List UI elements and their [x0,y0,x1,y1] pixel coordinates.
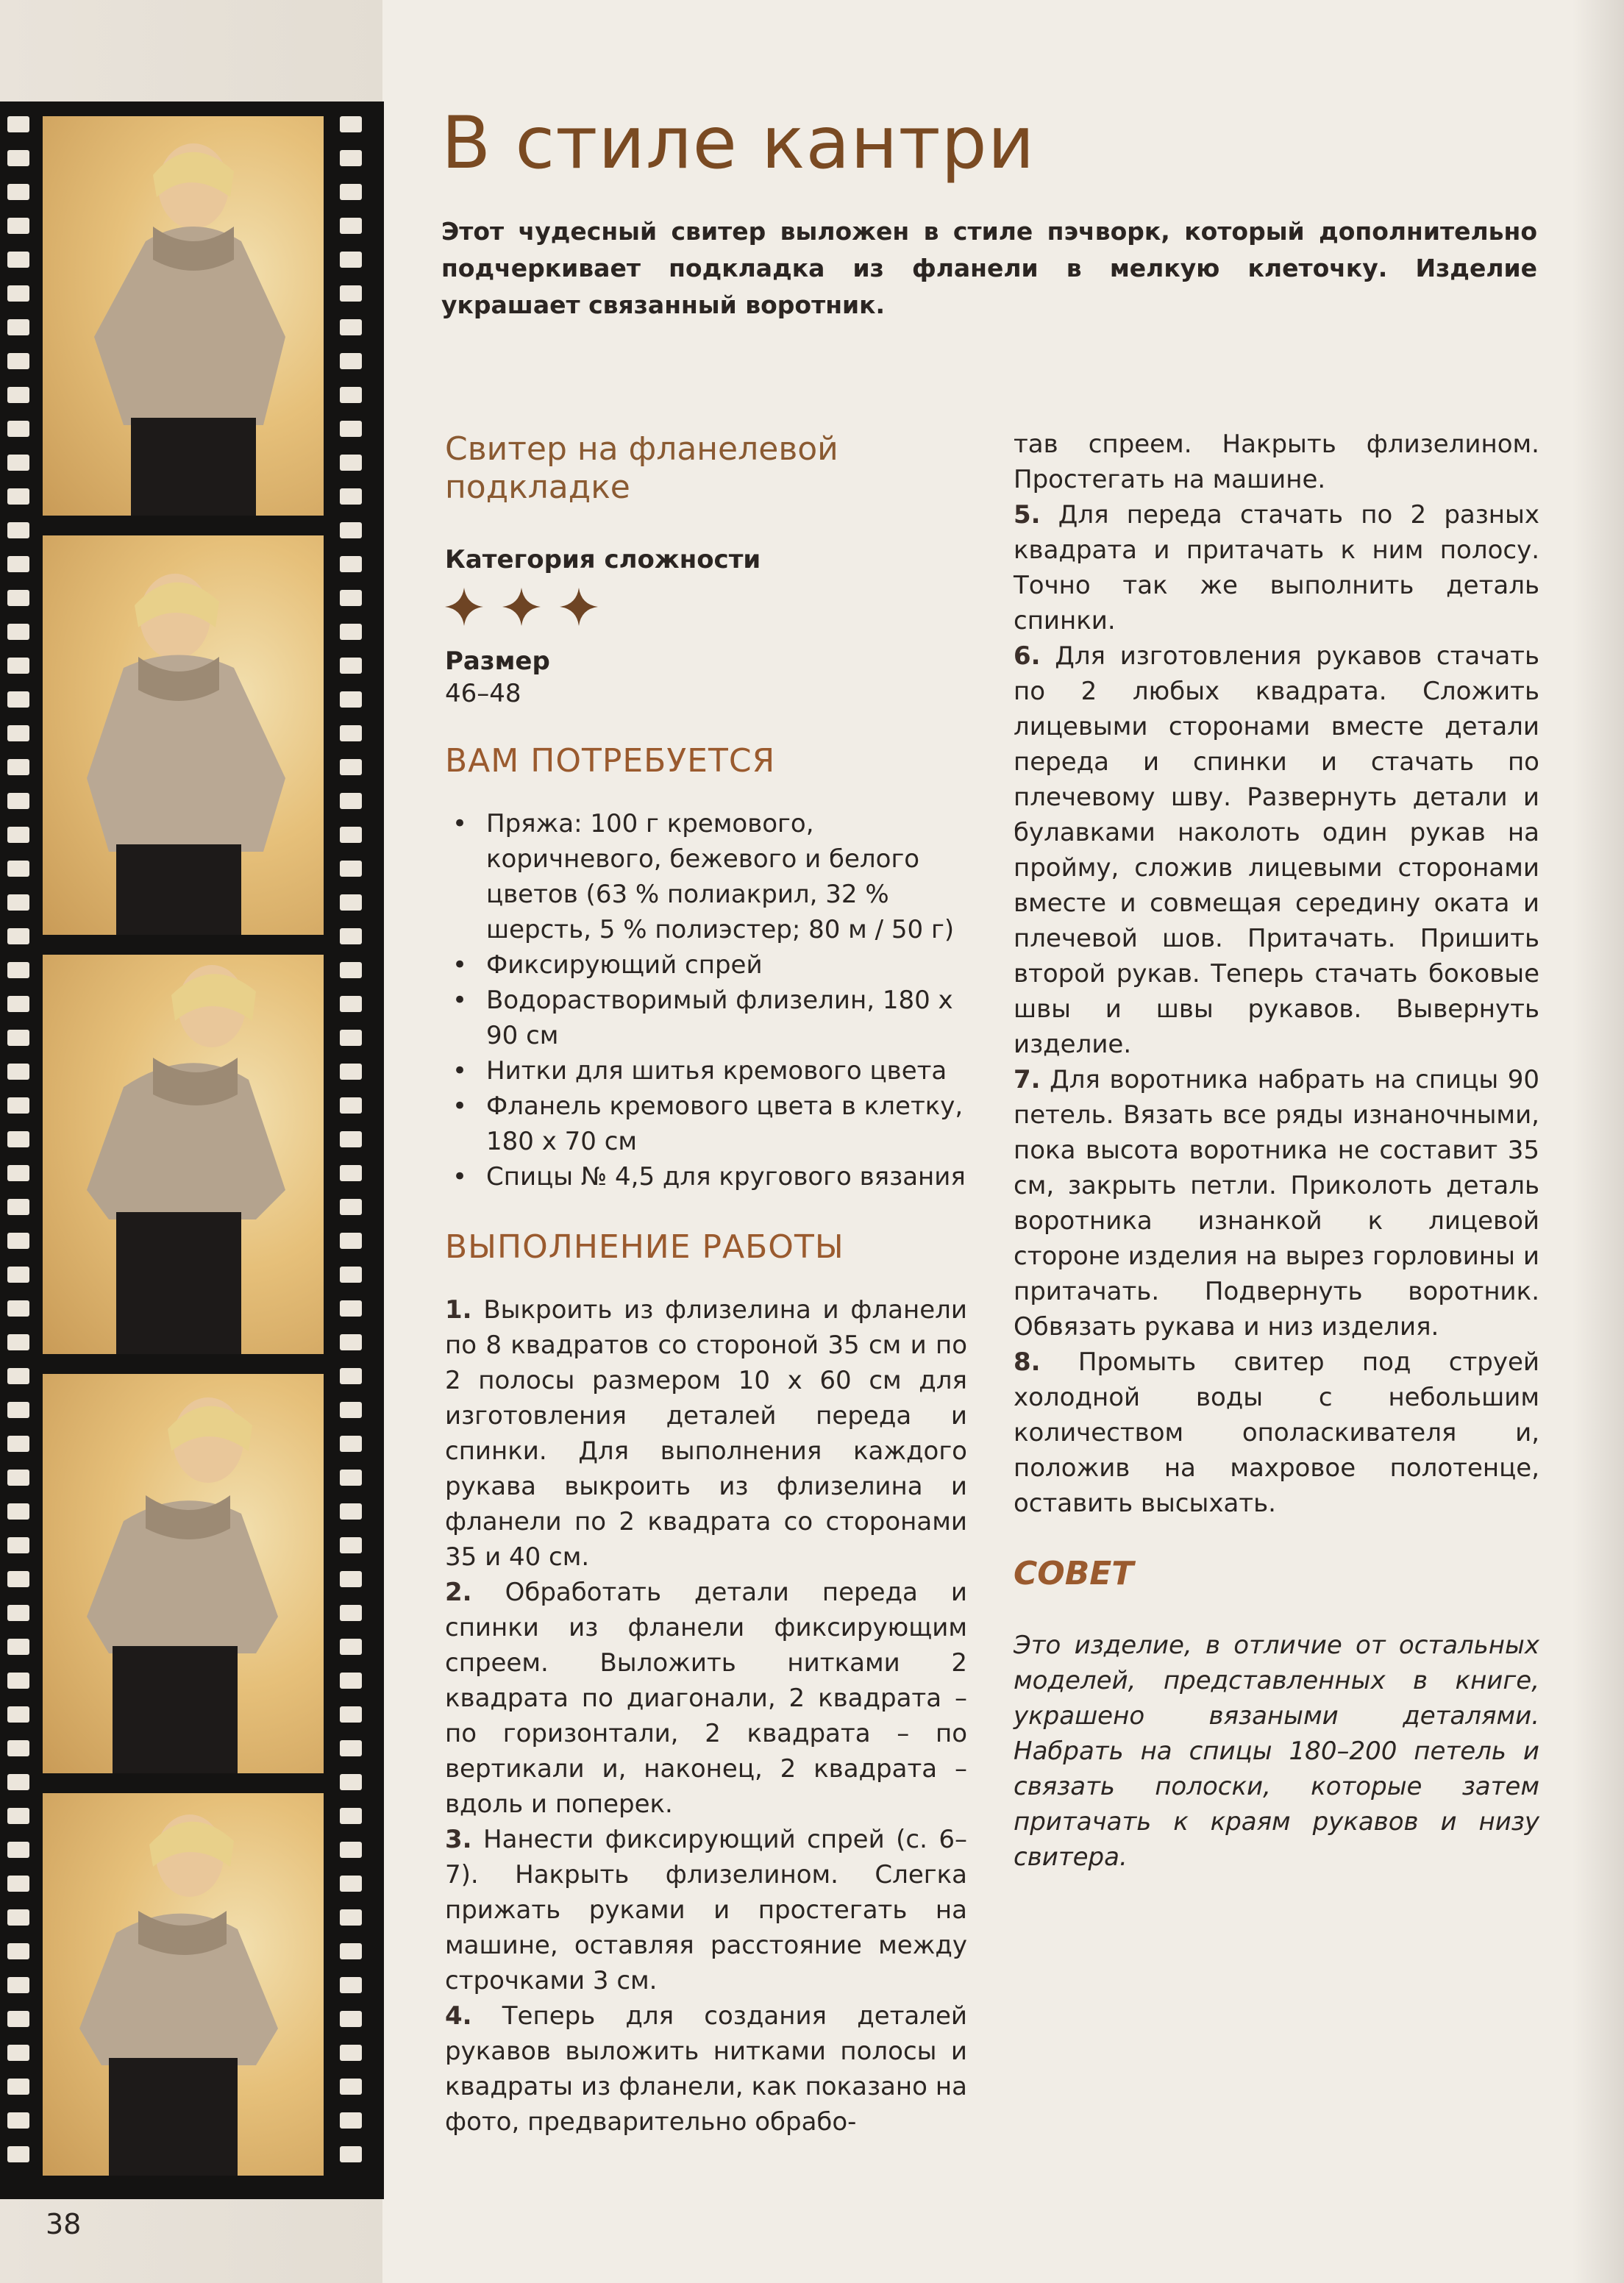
right-text-column [1014,427,1539,1875]
material-item: • Нитки для шитья кремового цвета [445,1053,967,1089]
tip-text: Это изделие, в отличие от остальных моделей, представленных в книге, украшено вязаными деталями. Набрать на спицы 180–200 петель и связать полоски, которые затем притачать к краям рукавов и низу свитера. [1014,1631,1539,1872]
model-photo-2 [43,535,324,935]
sprocket-hole [7,1165,29,1181]
model-photo-5 [43,1793,324,2176]
sprocket-hole [7,116,29,132]
left-text-column [445,430,967,2140]
sprocket-hole [7,1199,29,1215]
step-number: 7. [1014,1065,1041,1094]
sprocket-hole [340,1571,362,1587]
step-text: Для изготовления рукавов стачать по 2 любых квадрата. Сложить лицевыми сторонами вместе детали переда и спинки и стачать по плечевому шву. Развернуть детали и булавками наколоть один рукав на пройму, сложив лицевыми сторонами вместе и совмещая середину оката и плечевой шов. Притачать. Пришить второй рукав. Теперь стачать боковые швы и швы рукавов. Вывернуть изделие. [1014,641,1540,1059]
sprocket-hole [7,725,29,741]
sprocket-hole [7,928,29,944]
sprocket-hole [7,218,29,234]
sprocket-hole [7,1064,29,1080]
sprocket-hole [7,1909,29,1926]
project-subtitle [445,430,967,507]
sprocket-hole [340,1097,362,1114]
sprocket-hole [7,1470,29,1486]
sprocket-hole [340,658,362,674]
sprocket-hole [7,1673,29,1689]
sprocket-hole [7,1842,29,1858]
page-title: В стиле кантри [441,101,1036,185]
sprocket-hole [340,1368,362,1384]
sprocket-hole [340,1436,362,1452]
sprocket-hole [340,2011,362,2027]
sprocket-hole [7,793,29,809]
sprocket-hole [7,1943,29,1959]
sprocket-hole [7,2112,29,2129]
material-item: • Водорастворимый флизелин, 180 x 90 см [445,983,967,1053]
sprocket-hole [7,1300,29,1317]
sprocket-hole [340,759,362,775]
project-subtitle-line2: подкладке [445,469,630,506]
sprocket-hole [340,1808,362,1824]
sprocket-hole [7,1131,29,1147]
sprocket-hole [340,556,362,572]
instruction-step [1014,497,1539,638]
sprocket-hole [340,252,362,268]
sprocket-hole [340,590,362,606]
sprocket-hole [340,827,362,843]
sprocket-hole [340,894,362,911]
instruction-step [1014,1344,1539,1521]
material-item: • Фиксирующий спрей [445,947,967,983]
difficulty-star-icon [502,588,541,626]
sprocket-hole [7,319,29,335]
photo-frame-2 [43,535,324,935]
step-text: Нанести фиксирующий спрей (с. 6–7). Накрыть флизелином. Слегка прижать руками и простегать на машине, оставляя расстояние между строчками 3 см. [445,1825,967,1995]
instruction-step [1014,638,1539,1062]
model-photo-4 [43,1374,324,1773]
instruction-steps-left [445,1292,967,2140]
step-number: 6. [1014,641,1041,671]
step-number: 4. [445,2001,472,2031]
sprocket-hole [7,691,29,708]
step-text: Выкроить из флизелина и фланели по 8 квадратов со стороной 35 см и по 2 полосы размером 10 x 60 см для изготовления деталей переда и спинки. Для выполнения каждого рукава выкроить из флизелина и фланели по 2 квадрата со сторонами 35 и 40 см. [445,1295,967,1572]
step-number: 5. [1014,500,1041,530]
sprocket-hole [340,1909,362,1926]
sprocket-hole [340,2045,362,2061]
sprocket-hole [340,1943,362,1959]
sprocket-hole [7,252,29,268]
step-text: тав спреем. Накрыть флизелином. Простегать на машине. [1014,430,1539,494]
material-item: • Фланель кремового цвета в клетку, 180 x 70 см [445,1089,967,1159]
sprocket-hole [7,658,29,674]
page-number: 38 [46,2208,82,2240]
sprocket-hole [340,1402,362,1418]
step-text: Теперь для создания деталей рукавов выложить нитками полосы и квадраты из фланели, как показано на фото, предварительно обрабо- [445,2001,968,2137]
sprocket-hole [340,1300,362,1317]
materials-list [445,806,967,1194]
photo-frame-3 [43,955,324,1354]
sprocket-hole [340,353,362,369]
sprocket-hole [340,1706,362,1723]
sprocket-hole [340,725,362,741]
instructions-heading: ВЫПОЛНЕНИЕ РАБОТЫ [445,1228,844,1266]
sprocket-hole [340,1774,362,1790]
difficulty-star-icon [560,588,598,626]
step-text: Для воротника набрать на спицы 90 петель. Вязать все ряды изнаночными, пока высота воротника не составит 35 см, закрыть петли. Приколоть деталь воротника изнанкой к лицевой стороне изделия на вырез горловины и притачать. Подвернуть воротник. Обвязать рукава и низ изделия. [1014,1065,1540,1342]
sprocket-hole [340,522,362,538]
size-value: 46–48 [445,679,521,708]
sprocket-hole [7,285,29,302]
intro-paragraph: Этот чудесный свитер выложен в стиле пэчворк, который дополнительно подчеркивает подкладка из фланели в мелкую клеточку. Изделие украшает связанный воротник. [441,217,1537,319]
sprocket-hole [340,1673,362,1689]
sprocket-hole [7,1639,29,1655]
difficulty-label: Категория сложности [445,545,761,574]
sprocket-hole [340,2112,362,2129]
step-text: Промыть свитер под струей холодной воды с небольшим количеством ополаскивателя и, положив на махровое полотенце, оставить высыхать. [1014,1347,1539,1518]
sprocket-hole [340,1605,362,1621]
sprocket-hole [340,488,362,505]
sprocket-hole [340,1977,362,1993]
sprocket-hole [7,759,29,775]
instruction-step-continued [1014,427,1539,497]
sprocket-hole [7,387,29,403]
sprocket-hole [340,793,362,809]
material-item: • Пряжа: 100 г кремового, коричневого, бежевого и белого цветов (63 % полиакрил, 32 % шерсть, 5 % полиэстер; 80 м / 50 г) [445,806,967,947]
sprocket-hole [7,1537,29,1553]
step-number: 3. [445,1825,472,1854]
sprocket-hole [340,1030,362,1046]
instruction-step [445,1575,967,1822]
difficulty-stars [445,588,967,626]
material-item: • Спицы № 4,5 для кругового вязания [445,1159,967,1194]
sprocket-hole [7,150,29,166]
sprocket-hole [340,218,362,234]
photo-frame-1 [43,116,324,516]
sprocket-hole [340,387,362,403]
sprocket-hole [7,1267,29,1283]
sprocket-hole [340,624,362,640]
sprocket-hole [7,1774,29,1790]
sprocket-holes-left [7,116,29,2192]
size-label: Размер [445,647,550,676]
sprocket-hole [7,1740,29,1756]
sprocket-hole [7,556,29,572]
sprocket-hole [340,861,362,877]
sprocket-hole [7,894,29,911]
sprocket-hole [340,1639,362,1655]
step-text: Обработать детали переда и спинки из фланели фиксирующим спреем. Выложить нитками 2 квадрата по диагонали, 2 квадрата – по горизонтали, 2 квадрата – по вертикали и, наконец, 2 квадрата – вдоль и поперек. [445,1578,967,1819]
project-subtitle-line1: Свитер на фланелевой [445,430,838,468]
sprocket-hole [340,1470,362,1486]
sprocket-hole [7,1097,29,1114]
model-photo-3 [43,955,324,1354]
instruction-step [445,1998,967,2140]
sprocket-hole [7,1571,29,1587]
sprocket-hole [7,184,29,200]
sprocket-hole [340,1199,362,1215]
sprocket-hole [340,2146,362,2162]
sprocket-hole [340,1740,362,1756]
sprocket-hole [7,421,29,437]
sprocket-hole [340,184,362,200]
sprocket-hole [7,2011,29,2027]
sprocket-hole [7,455,29,471]
sprocket-hole [340,319,362,335]
sprocket-hole [7,1368,29,1384]
photo-frame-4 [43,1374,324,1773]
sprocket-hole [7,1334,29,1350]
sprocket-hole [340,1131,362,1147]
sprocket-hole [7,2079,29,2095]
sprocket-hole [340,691,362,708]
sprocket-hole [340,1267,362,1283]
sprocket-hole [340,455,362,471]
sprocket-hole [7,1030,29,1046]
sprocket-hole [340,2079,362,2095]
model-photo-1 [43,116,324,516]
sprocket-hole [340,1537,362,1553]
difficulty-star-icon [445,588,483,626]
sprocket-hole [7,1436,29,1452]
sprocket-hole [7,488,29,505]
sprocket-hole [7,353,29,369]
sprocket-hole [7,624,29,640]
step-number: 2. [445,1578,472,1607]
page-edge-shadow [1573,0,1624,2283]
sprocket-hole [340,285,362,302]
sprocket-hole [7,1977,29,1993]
sprocket-hole [7,2146,29,2162]
sprocket-hole [7,996,29,1012]
sprocket-hole [7,1402,29,1418]
sprocket-hole [7,1503,29,1520]
sprocket-hole [340,1334,362,1350]
sprocket-hole [7,1706,29,1723]
sprocket-hole [7,1808,29,1824]
sprocket-hole [7,590,29,606]
sprocket-hole [7,1605,29,1621]
sprocket-hole [7,861,29,877]
sprocket-hole [340,996,362,1012]
step-number: 8. [1014,1347,1041,1377]
tip-heading: СОВЕТ [1014,1555,1134,1592]
sprocket-hole [340,116,362,132]
materials-heading: ВАМ ПОТРЕБУЕТСЯ [445,742,776,780]
sprocket-hole [340,962,362,978]
photo-frame-5 [43,1793,324,2176]
sprocket-hole [7,962,29,978]
sprocket-holes-right [340,116,362,2192]
sprocket-hole [340,1233,362,1249]
sprocket-hole [7,2045,29,2061]
sprocket-hole [7,522,29,538]
sprocket-hole [340,1842,362,1858]
sprocket-hole [340,1064,362,1080]
instruction-step [445,1292,967,1575]
sprocket-hole [7,827,29,843]
sprocket-hole [340,1876,362,1892]
sprocket-hole [7,1233,29,1249]
film-strip [0,101,384,2199]
step-number: 1. [445,1295,472,1325]
instruction-step [445,1822,967,1998]
sprocket-hole [340,1165,362,1181]
step-text: Для переда стачать по 2 разных квадрата и притачать к ним полосу. Точно так же выполнить деталь спинки. [1014,500,1540,635]
sprocket-hole [340,928,362,944]
sprocket-hole [340,150,362,166]
sprocket-hole [7,1876,29,1892]
sprocket-hole [340,1503,362,1520]
instruction-step [1014,1062,1539,1344]
sprocket-hole [340,421,362,437]
